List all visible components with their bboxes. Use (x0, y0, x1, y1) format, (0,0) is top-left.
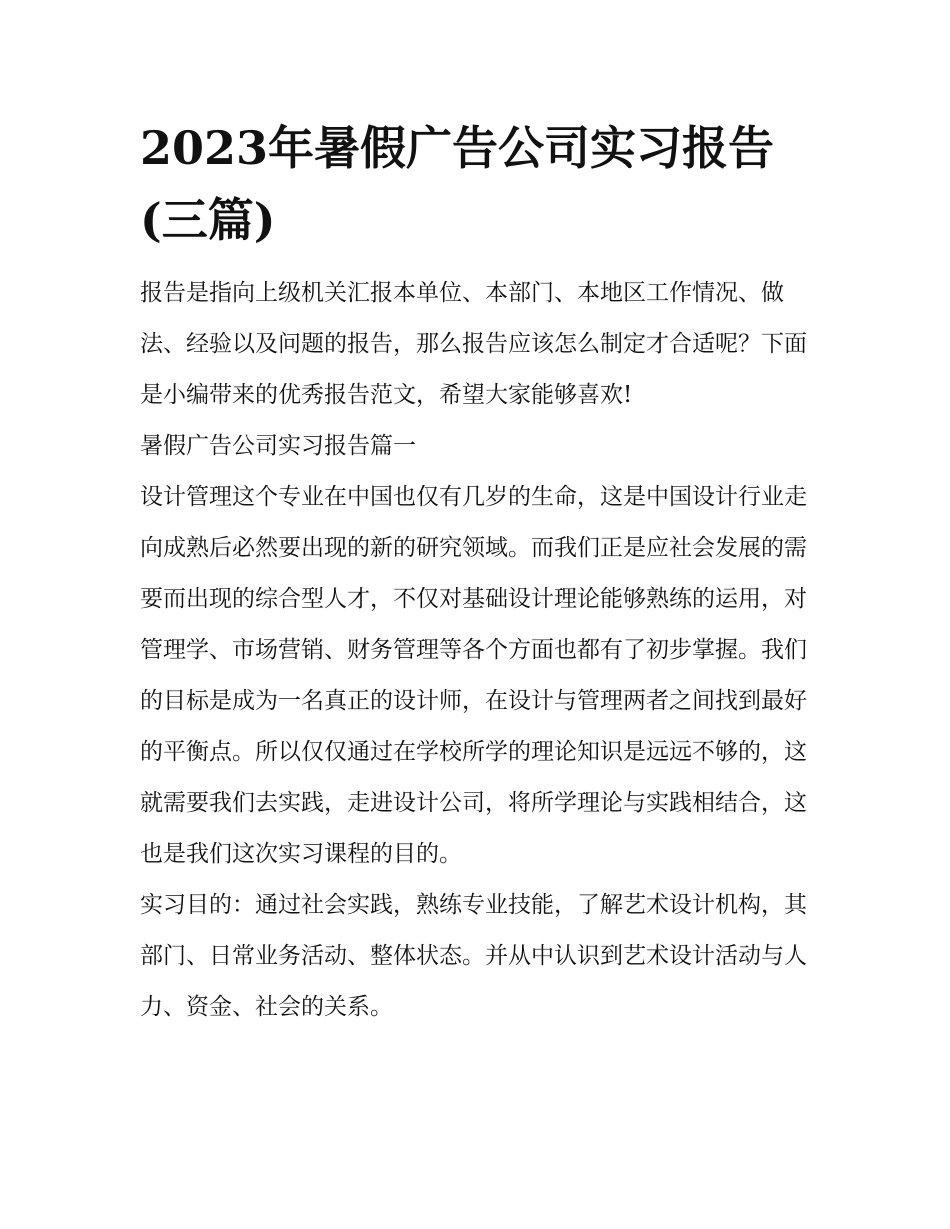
intro-paragraph: 报告是指向上级机关汇报本单位、本部门、本地区工作情况、做法、经验以及问题的报告，那么报告应该怎么制定才合适呢？下面是小编带来的优秀报告范文，希望大家能够喜欢! (140, 280, 807, 408)
document-title: 2023年暑假广告公司实习报告(三篇) (140, 121, 775, 247)
section-heading: 暑假广告公司实习报告篇一 (140, 433, 416, 459)
document-content (140, 112, 812, 1033)
body-paragraph: 实习目的：通过社会实践，熟练专业技能，了解艺术设计机构，其部门、日常业务活动、整体状态。并从中认识到艺术设计活动与人力、资金、社会的关系。 (140, 892, 807, 1020)
body-paragraph: 设计管理这个专业在中国也仅有几岁的生命，这是中国设计行业走向成熟后必然要出现的新的研究领域。而我们正是应社会发展的需要而出现的综合型人才，不仅对基础设计理论能够熟练的运用，对管理学、市场营销、财务管理等各个方面也都有了初步掌握。我们的目标是成为一名真正的设计师，在设计与管理两者之间找到最好的平衡点。所以仅仅通过在学校所学的理论知识是远远不够的，这就需要我们去实践，走进设计公司，将所学理论与实践相结合，这也是我们这次实习课程的目的。 (140, 484, 807, 867)
document-body (140, 268, 812, 1033)
